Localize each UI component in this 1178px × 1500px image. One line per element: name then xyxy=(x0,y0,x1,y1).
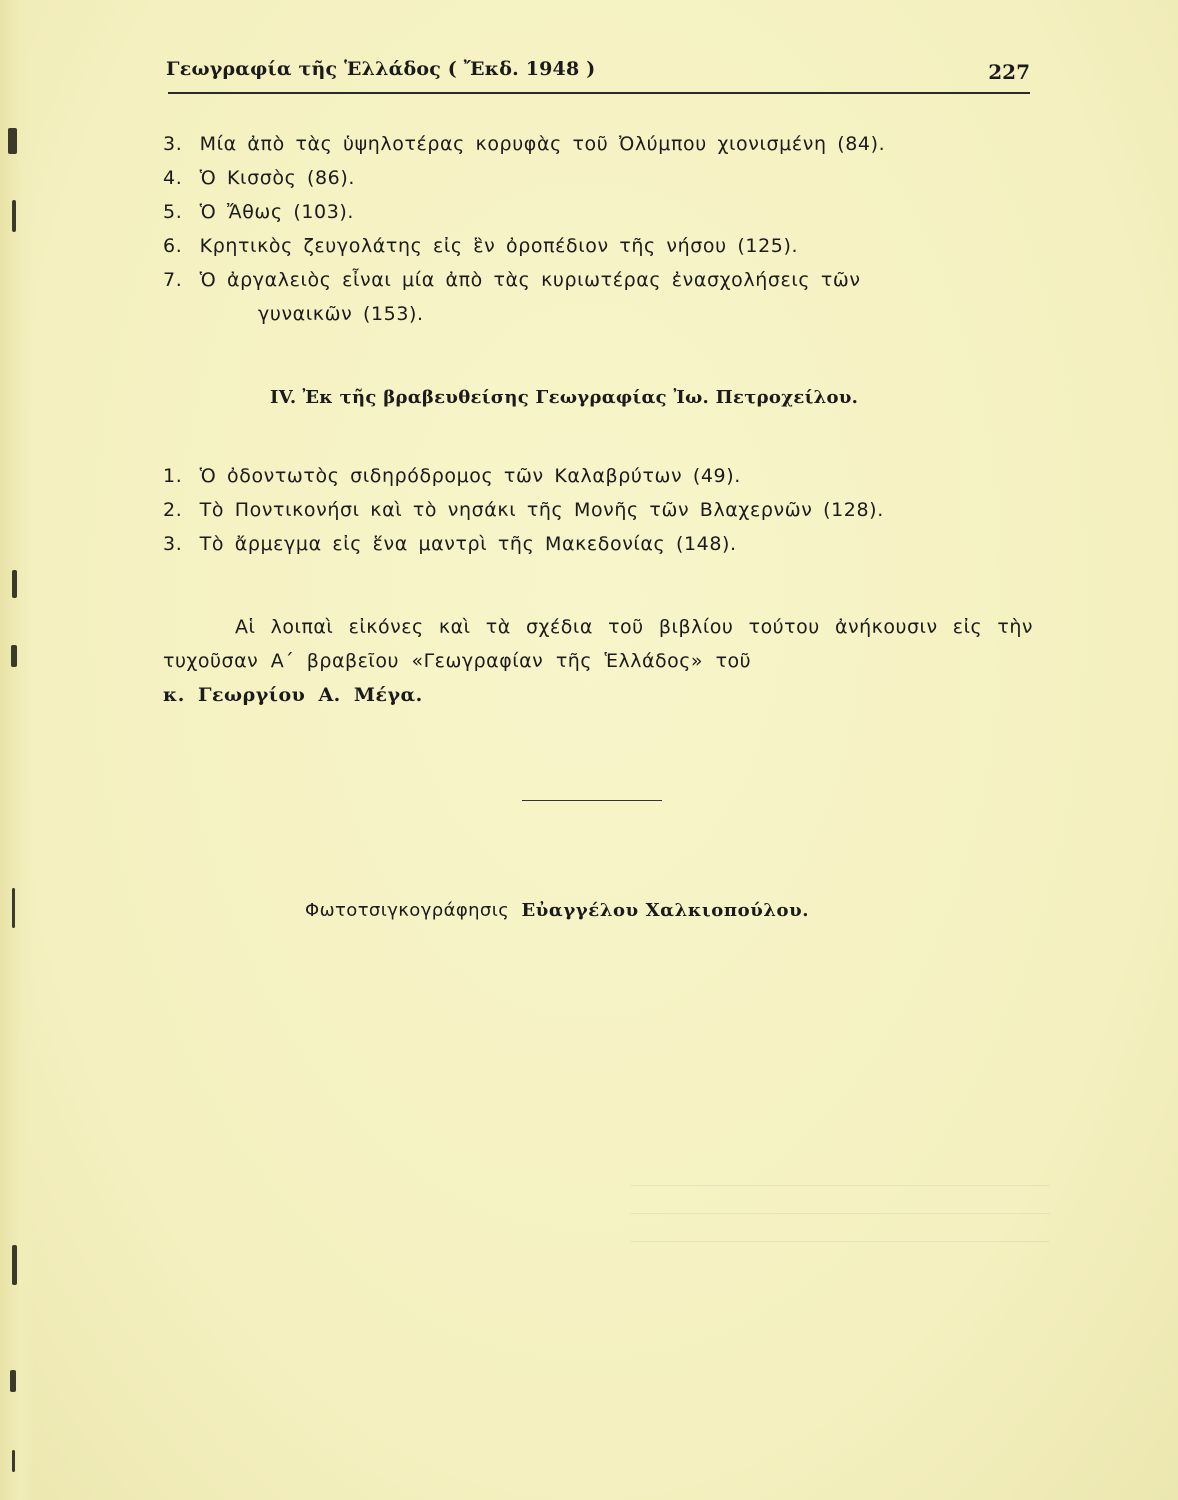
section-heading xyxy=(270,387,858,408)
list-item-number: 5. xyxy=(163,201,183,223)
list-item-number: 7. xyxy=(163,269,183,291)
list-item-text: Κρητικὸς ζευγολάτης εἰς ἓν ὀροπέδιον τῆς νήσου (125). xyxy=(199,235,799,257)
list-item-number: 4. xyxy=(163,167,183,189)
section-divider xyxy=(522,800,662,801)
credit-label: Φωτοτσιγκογράφησις xyxy=(305,900,510,921)
running-header xyxy=(166,58,1030,92)
list-item-text: Μία ἀπὸ τὰς ὑψηλοτέρας κορυφὰς τοῦ Ὀλύμπου χιονισμένη (84). xyxy=(199,133,886,155)
list-item-text: Τὸ ἄρμεγμα εἰς ἕνα μαντρὶ τῆς Μακεδονίας (148). xyxy=(199,533,737,555)
list-item-number: 6. xyxy=(163,235,183,257)
list-item-number: 3. xyxy=(163,133,183,155)
list-item-text: Ὁ Κισσὸς (86). xyxy=(199,167,356,189)
list-item xyxy=(163,459,1043,493)
list-item-text: Ὁ Ἄθως (103). xyxy=(199,201,355,223)
list-item xyxy=(163,161,1043,195)
binding-mark xyxy=(12,1450,15,1472)
list-item-continuation: γυναικῶν (153). xyxy=(258,303,424,325)
page-number: 227 xyxy=(988,60,1030,84)
binding-mark xyxy=(8,128,17,154)
list-item-text: Τὸ Ποντικονήσι καὶ τὸ νησάκι τῆς Μονῆς τῶν Βλαχερνῶν (128). xyxy=(199,499,884,521)
list-item xyxy=(163,263,1043,297)
list-item-number: 1. xyxy=(163,465,183,487)
closing-paragraph xyxy=(163,610,1033,712)
image-list-a xyxy=(163,127,1043,331)
bleed-through-text xyxy=(630,1180,1050,1260)
list-item xyxy=(163,493,1043,527)
header-title: Γεωγραφία τῆς Ἑλλάδος ( Ἔκδ. 1948 ) xyxy=(166,58,596,80)
list-item-number: 2. xyxy=(163,499,183,521)
list-item xyxy=(163,195,1043,229)
page-binding-edge xyxy=(0,0,34,1500)
binding-mark xyxy=(10,1370,16,1392)
image-list-b xyxy=(163,459,1043,561)
section-numeral: IV. xyxy=(270,387,297,408)
closing-author: κ. Γεωργίου Α. Μέγα. xyxy=(163,684,423,706)
header-rule xyxy=(168,92,1030,94)
binding-mark xyxy=(12,200,16,232)
credit-name: Εὐαγγέλου Χαλκιοπούλου. xyxy=(521,900,810,921)
printer-credit xyxy=(305,900,809,921)
list-item xyxy=(163,127,1043,161)
binding-mark xyxy=(12,1245,17,1285)
closing-text: Αἱ λοιπαὶ εἰκόνες καὶ τὰ σχέδια τοῦ βιβλίου τούτου ἀνήκουσιν εἰς τὴν τυχοῦσαν Α΄ βραβεῖου «Γεωγραφίαν τῆς Ἑλλάδος» τοῦ xyxy=(163,616,1033,672)
binding-mark xyxy=(11,645,17,667)
list-item-number: 3. xyxy=(163,533,183,555)
section-title: Ἐκ τῆς βραβευθείσης Γεωγραφίας Ἰω. Πετροχείλου. xyxy=(302,387,859,408)
list-item xyxy=(163,229,1043,263)
binding-mark xyxy=(12,888,15,928)
list-item-text: Ὁ ὀδοντωτὸς σιδηρόδρομος τῶν Καλαβρύτων (49). xyxy=(199,465,741,487)
list-item xyxy=(163,527,1043,561)
list-item-text: Ὁ ἀργαλειὸς εἶναι μία ἀπὸ τὰς κυριωτέρας ἐνασχολήσεις τῶν xyxy=(199,269,861,291)
binding-mark xyxy=(12,570,17,598)
